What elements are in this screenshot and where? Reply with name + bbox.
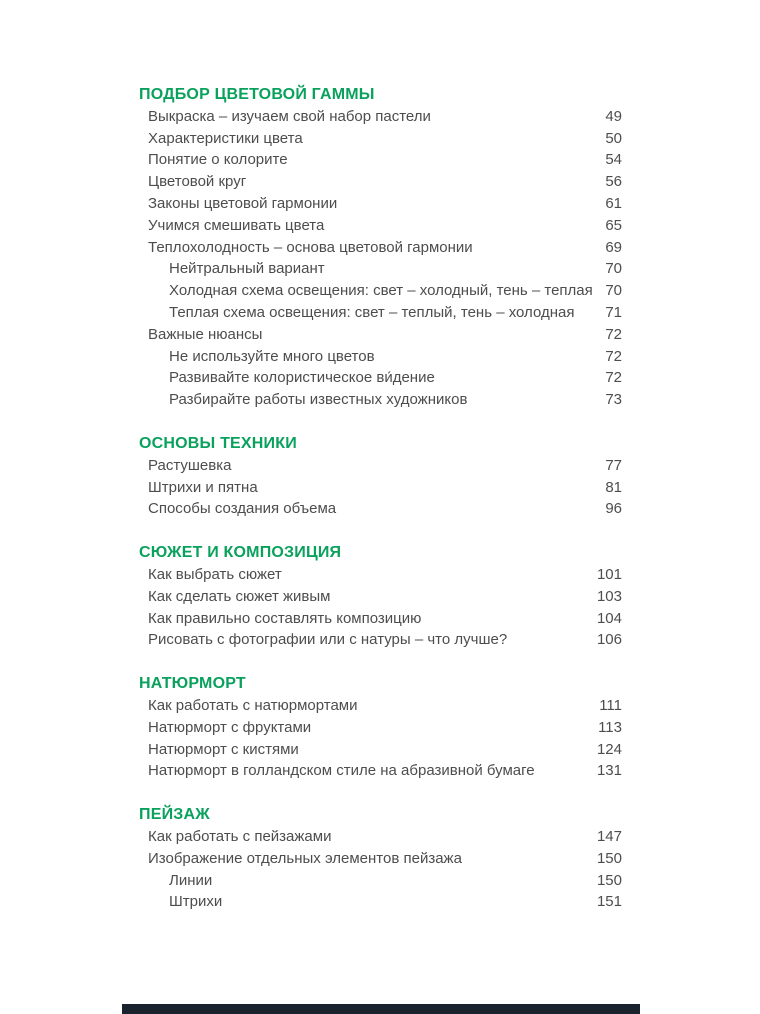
toc-entry-label: Как работать с натюрмортами bbox=[148, 696, 358, 714]
toc-entry[interactable] bbox=[139, 280, 622, 302]
toc-entry-label: Законы цветовой гармонии bbox=[148, 194, 338, 212]
toc-section-still-life bbox=[139, 673, 622, 782]
toc-entry-label: Изображение отдельных элементов пейзажа bbox=[148, 849, 462, 867]
page-bottom-bar bbox=[122, 1004, 640, 1014]
toc-entry-label: Штрихи bbox=[169, 893, 223, 911]
toc-entry-label: Как сделать сюжет живым bbox=[148, 587, 331, 605]
toc-entry[interactable] bbox=[139, 498, 622, 520]
toc-entry-label: Натюрморт с кистями bbox=[148, 740, 299, 758]
toc-entry[interactable] bbox=[139, 870, 622, 892]
toc-entry[interactable] bbox=[139, 629, 622, 651]
toc-entry-page: 113 bbox=[598, 718, 622, 736]
toc-entry-page: 54 bbox=[605, 151, 622, 169]
toc-entry-page: 103 bbox=[596, 587, 622, 605]
toc-entry[interactable] bbox=[139, 455, 622, 477]
toc-entry-label: Способы создания объема bbox=[148, 500, 337, 518]
toc-entry[interactable] bbox=[139, 760, 622, 782]
toc-entry-label: Натюрморт в голландском стиле на абразивной бумаге bbox=[148, 762, 535, 780]
toc-entry-page: 72 bbox=[605, 325, 622, 343]
toc-entry-page: 56 bbox=[605, 173, 622, 191]
toc-entry[interactable] bbox=[139, 608, 622, 630]
toc-entry-page: 147 bbox=[596, 827, 622, 845]
toc-entry-page: 77 bbox=[605, 456, 622, 474]
toc-entry-label: Как работать с пейзажами bbox=[148, 827, 332, 845]
toc-entry-label: Разбирайте работы известных художников bbox=[169, 391, 468, 409]
toc-entry-label: Теплая схема освещения: свет – теплый, тень – холодная bbox=[169, 303, 575, 321]
toc-entry-page: 72 bbox=[605, 369, 622, 387]
toc-entry-label: Развивайте колористическое ви́дение bbox=[169, 369, 435, 387]
toc-entry-label: Натюрморт с фруктами bbox=[148, 718, 312, 736]
section-heading: СЮЖЕТ И КОМПОЗИЦИЯ bbox=[139, 544, 342, 562]
toc-entry[interactable] bbox=[139, 193, 622, 215]
toc-entry-page: 106 bbox=[596, 631, 622, 649]
toc-entry-page: 65 bbox=[605, 216, 622, 234]
toc-entry[interactable] bbox=[139, 346, 622, 368]
toc-entry-page: 81 bbox=[605, 478, 622, 496]
toc-entry-page: 70 bbox=[605, 282, 622, 300]
toc-entry-label: Штрихи и пятна bbox=[148, 478, 258, 496]
toc-entry[interactable] bbox=[139, 586, 622, 608]
toc-entry-label: Как правильно составлять композицию bbox=[148, 609, 422, 627]
toc-entry[interactable] bbox=[139, 695, 622, 717]
toc-entry-page: 73 bbox=[605, 391, 622, 409]
toc-entry-label: Нейтральный вариант bbox=[169, 260, 325, 278]
toc-entry[interactable] bbox=[139, 477, 622, 499]
toc-entry[interactable] bbox=[139, 149, 622, 171]
toc-entry[interactable] bbox=[139, 171, 622, 193]
toc-entry-page: 72 bbox=[605, 347, 622, 365]
section-heading: ПОДБОР ЦВЕТОВОЙ ГАММЫ bbox=[139, 86, 375, 103]
toc-entry-page: 131 bbox=[596, 762, 622, 780]
toc-entry[interactable] bbox=[139, 302, 622, 324]
toc-entry[interactable] bbox=[139, 848, 622, 870]
toc-entry-label: Теплохолодность – основа цветовой гармонии bbox=[148, 238, 473, 256]
section-heading: ОСНОВЫ ТЕХНИКИ bbox=[139, 434, 297, 452]
toc-section-technique-basics bbox=[139, 433, 622, 520]
toc-entry-page: 150 bbox=[596, 871, 622, 889]
toc-entry-page: 104 bbox=[596, 609, 622, 627]
toc-entry-page: 96 bbox=[605, 500, 622, 518]
toc-entry[interactable] bbox=[139, 891, 622, 913]
toc-entry-label: Выкраска – изучаем свой набор пастели bbox=[148, 107, 431, 125]
toc-entry-page: 70 bbox=[605, 260, 622, 278]
toc-entry-page: 50 bbox=[605, 129, 622, 147]
toc-entry-label: Понятие о колорите bbox=[148, 151, 288, 169]
table-of-contents bbox=[139, 84, 622, 913]
toc-entry-label: Рисовать с фотографии или с натуры – что лучше? bbox=[148, 631, 508, 649]
toc-section-subject-composition bbox=[139, 542, 622, 651]
toc-entry-label: Характеристики цвета bbox=[148, 129, 303, 147]
toc-entry[interactable] bbox=[139, 826, 622, 848]
toc-section-color-palette bbox=[139, 84, 622, 411]
toc-entry-label: Учимся смешивать цвета bbox=[148, 216, 325, 234]
toc-entry-page: 49 bbox=[605, 107, 622, 125]
toc-entry-label: Не используйте много цветов bbox=[169, 347, 375, 365]
toc-entry[interactable] bbox=[139, 128, 622, 150]
toc-entry[interactable] bbox=[139, 258, 622, 280]
toc-entry[interactable] bbox=[139, 237, 622, 259]
toc-entry-page: 111 bbox=[599, 696, 622, 714]
section-heading: НАТЮРМОРТ bbox=[139, 675, 246, 693]
toc-entry[interactable] bbox=[139, 564, 622, 586]
toc-entry-page: 71 bbox=[605, 303, 622, 321]
toc-section-landscape bbox=[139, 804, 622, 913]
toc-entry[interactable] bbox=[139, 106, 622, 128]
toc-entry-page: 151 bbox=[596, 893, 622, 911]
toc-entry[interactable] bbox=[139, 215, 622, 237]
toc-entry[interactable] bbox=[139, 324, 622, 346]
toc-entry-label: Холодная схема освещения: свет – холодный, тень – теплая bbox=[169, 282, 593, 300]
toc-entry-page: 69 bbox=[605, 238, 622, 256]
toc-entry-label: Цветовой круг bbox=[148, 173, 247, 191]
toc-entry-page: 101 bbox=[596, 565, 622, 583]
toc-entry-page: 150 bbox=[596, 849, 622, 867]
toc-entry[interactable] bbox=[139, 739, 622, 761]
toc-entry[interactable] bbox=[139, 367, 622, 389]
toc-entry-page: 124 bbox=[596, 740, 622, 758]
section-heading: ПЕЙЗАЖ bbox=[139, 806, 210, 824]
toc-entry-label: Растушевка bbox=[148, 456, 232, 474]
toc-entry-label: Важные нюансы bbox=[148, 325, 263, 343]
toc-entry-label: Как выбрать сюжет bbox=[148, 565, 282, 583]
toc-entry-page: 61 bbox=[605, 194, 622, 212]
toc-entry[interactable] bbox=[139, 717, 622, 739]
toc-entry-label: Линии bbox=[169, 871, 213, 889]
toc-entry[interactable] bbox=[139, 389, 622, 411]
